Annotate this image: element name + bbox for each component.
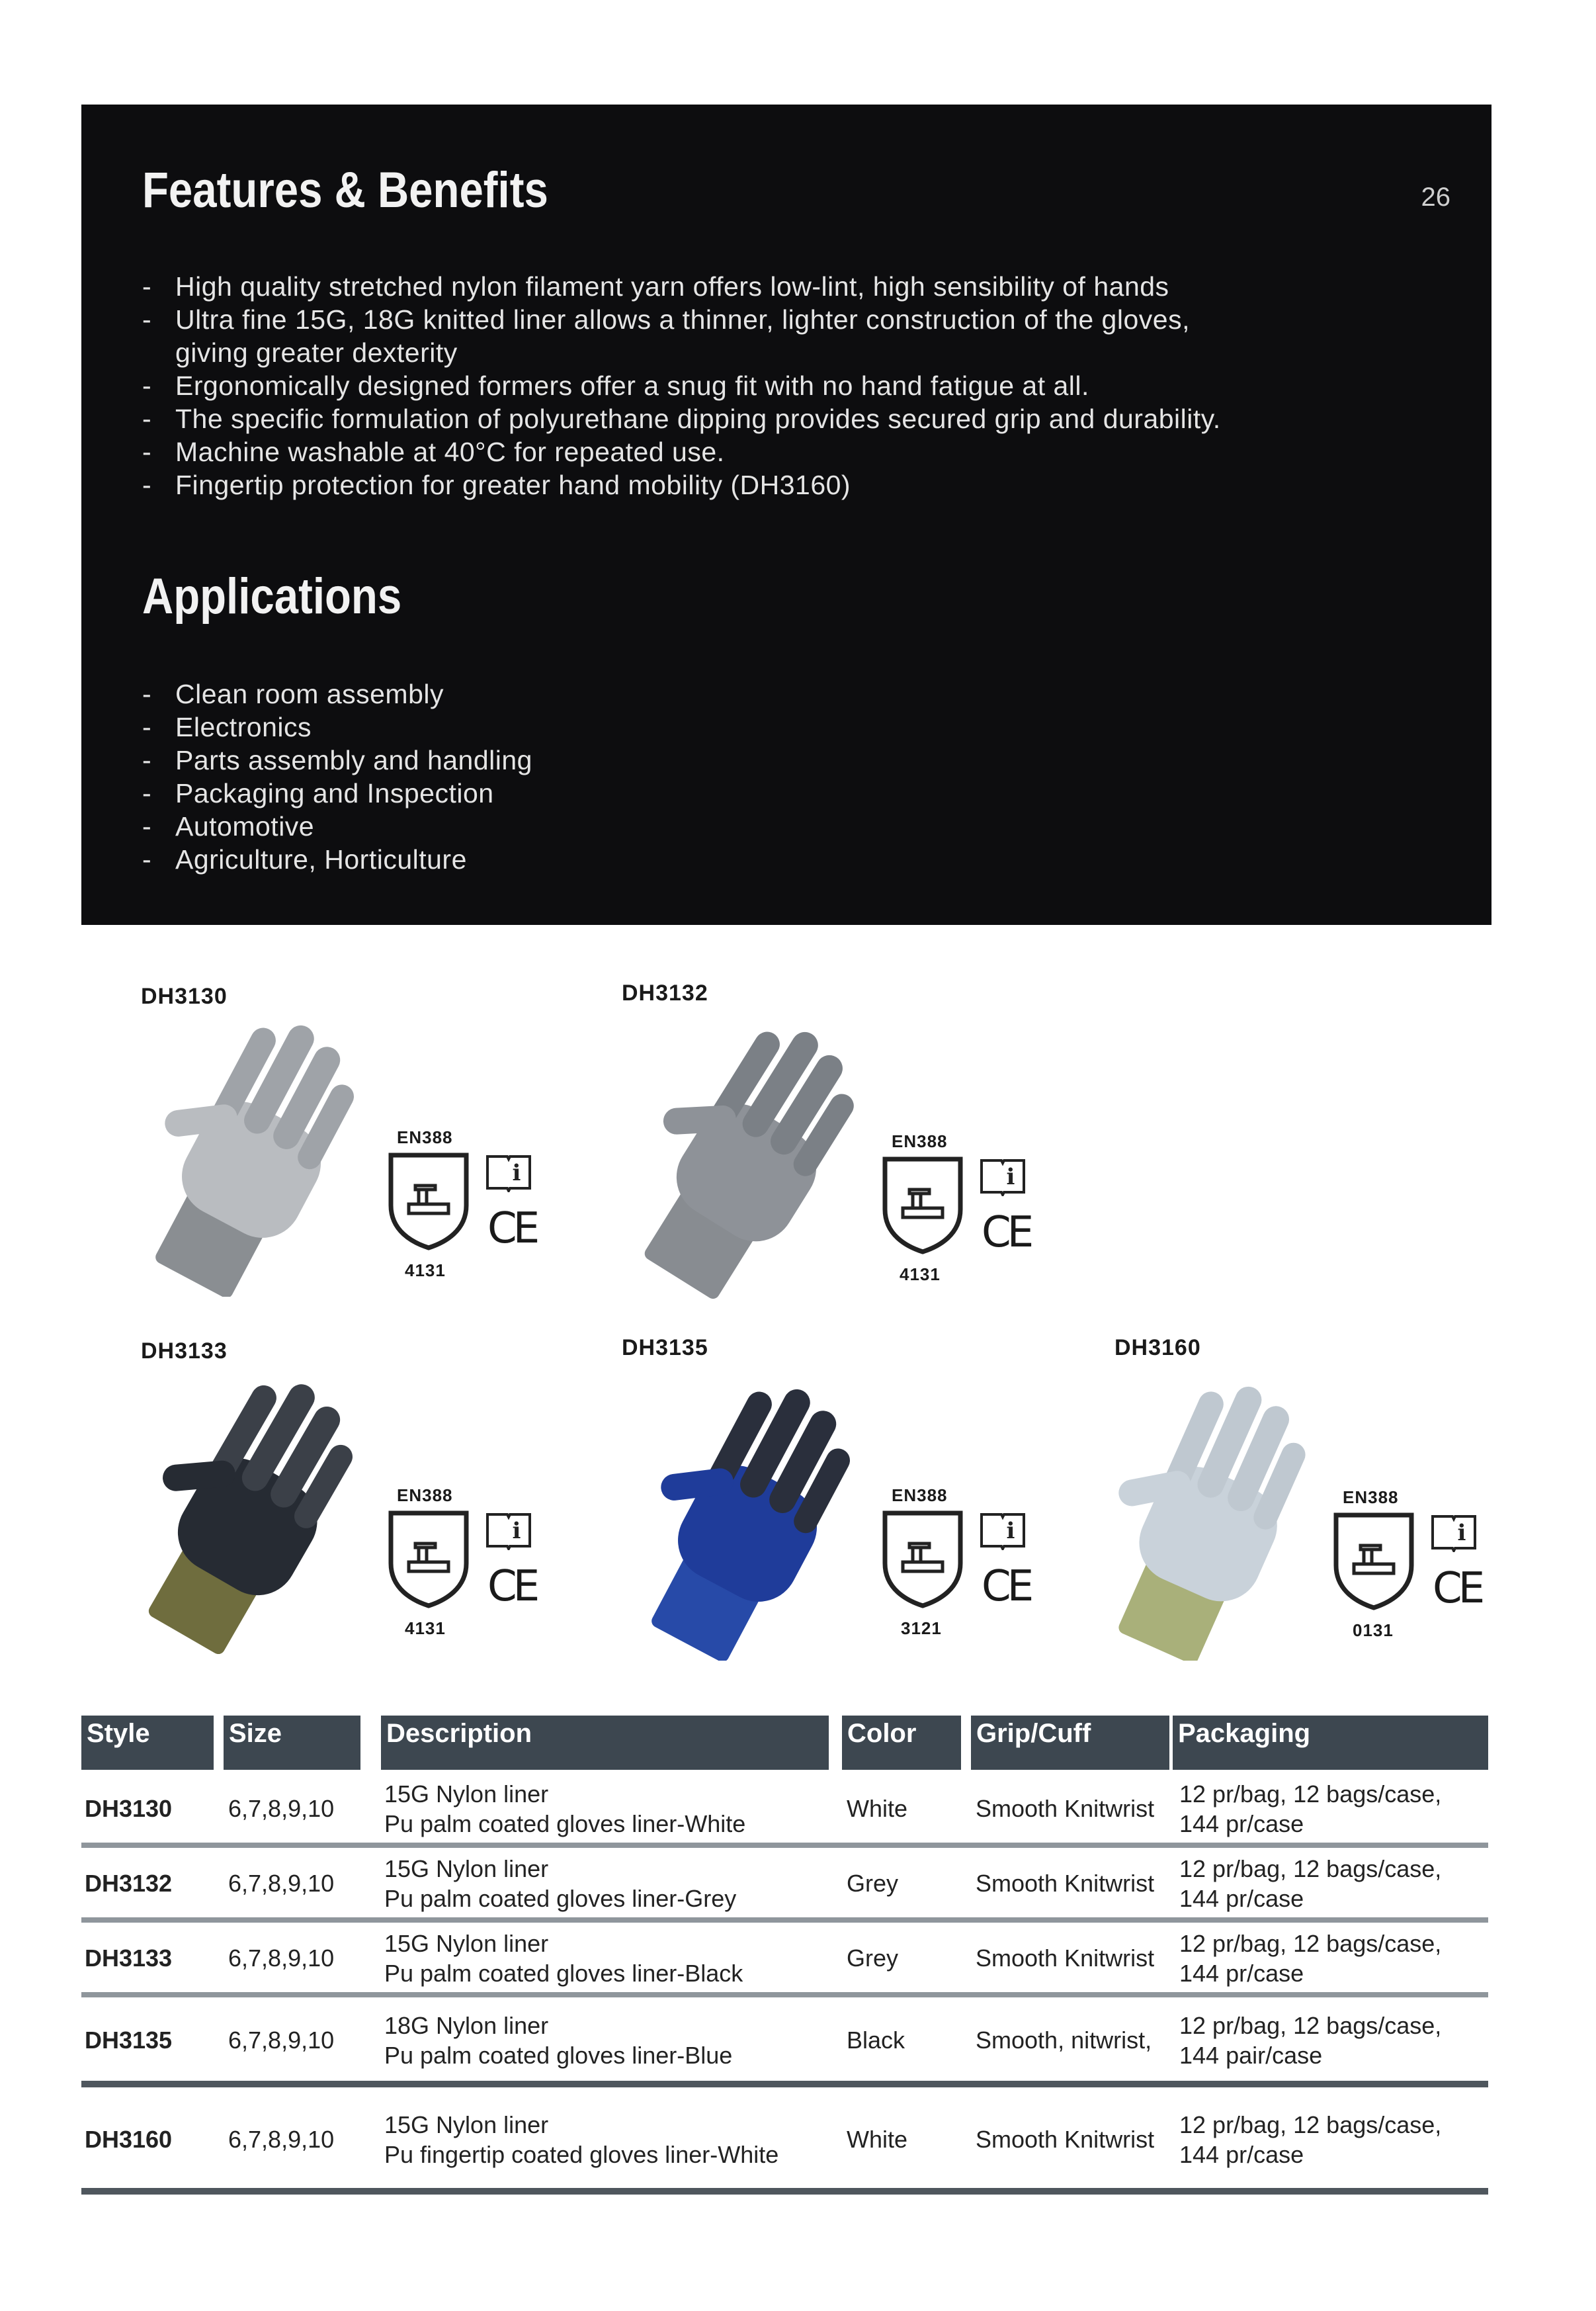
glove-image	[632, 1376, 876, 1661]
cert-rating: 0131	[1353, 1620, 1394, 1640]
cell-description-line2: Pu palm coated gloves liner-Black	[384, 1960, 743, 1987]
cert-rating: 4131	[405, 1618, 446, 1638]
cell-color: Grey	[847, 1870, 899, 1897]
cell-size: 6,7,8,9,10	[228, 1795, 335, 1822]
application-item: - Automotive	[142, 810, 532, 843]
cell-description-line2: Pu palm coated gloves liner-White	[384, 1810, 746, 1837]
application-item: - Electronics	[142, 711, 532, 744]
cell-packaging-line2: 144 pr/case	[1179, 1885, 1304, 1912]
cell-packaging-line1: 12 pr/bag, 12 bags/case,	[1179, 1855, 1442, 1882]
instruction-book-icon	[979, 1155, 1027, 1196]
feature-item: - The specific formulation of polyurethane dipping provides secured grip and durability.	[142, 402, 1221, 435]
cell-grip-cuff: Smooth Knitwrist	[976, 2126, 1155, 2153]
en388-shield-icon	[1331, 1511, 1417, 1610]
table-bottom-rule	[81, 2188, 1488, 2195]
cell-description-line1: 18G Nylon liner	[384, 2012, 549, 2039]
cell-style: DH3130	[85, 1795, 173, 1822]
cert-rating: 3121	[901, 1618, 942, 1638]
cell-grip-cuff: Smooth Knitwrist	[976, 1944, 1155, 1972]
page-number: 26	[1421, 183, 1450, 212]
applications-title: Applications	[142, 568, 402, 625]
instruction-book-icon	[485, 1509, 532, 1550]
feature-item-continuation	[142, 336, 1221, 369]
cell-size: 6,7,8,9,10	[228, 2126, 335, 2153]
feature-continuation-text: giving greater dexterity	[175, 337, 458, 368]
product-code: DH3133	[141, 1338, 228, 1364]
row-divider	[81, 1992, 1488, 1997]
ce-mark: CE	[487, 1204, 536, 1253]
cell-description-line2: Pu palm coated gloves liner-Blue	[384, 2042, 733, 2069]
cell-packaging-line1: 12 pr/bag, 12 bags/case,	[1179, 1780, 1442, 1808]
cell-packaging-line1: 12 pr/bag, 12 bags/case,	[1179, 2111, 1442, 2138]
feature-item: - Ultra fine 15G, 18G knitted liner allows a thinner, lighter construction of the gloves,	[142, 303, 1221, 336]
cert-rating: 4131	[405, 1260, 446, 1280]
application-item: - Clean room assembly	[142, 677, 532, 711]
cell-color: White	[847, 2126, 908, 2153]
glove-thumb	[663, 1105, 737, 1135]
cert-rating: 4131	[900, 1264, 941, 1284]
row-divider	[81, 1843, 1488, 1848]
ce-mark: CE	[982, 1208, 1030, 1257]
product-code: DH3132	[622, 981, 708, 1006]
svg-text:i: i	[512, 1160, 521, 1186]
svg-text:i: i	[1006, 1518, 1015, 1544]
cert-standard: EN388	[397, 1127, 453, 1147]
cell-style: DH3133	[85, 1944, 173, 1972]
glove-image	[132, 1370, 377, 1654]
en388-shield-icon	[386, 1509, 472, 1608]
cert-standard: EN388	[1343, 1487, 1399, 1507]
applications-list	[142, 677, 532, 876]
cell-style: DH3135	[85, 2027, 173, 2054]
column-header-color: Color	[842, 1716, 961, 1770]
cell-size: 6,7,8,9,10	[228, 1870, 335, 1897]
svg-text:i: i	[1457, 1520, 1466, 1546]
cell-description-line1: 15G Nylon liner	[384, 1855, 549, 1882]
ce-mark: CE	[1433, 1564, 1482, 1613]
instruction-book-icon	[485, 1151, 532, 1192]
cell-description-line1: 15G Nylon liner	[384, 1780, 549, 1808]
cell-style: DH3160	[85, 2126, 173, 2153]
feature-item: - Fingertip protection for greater hand mobility (DH3160)	[142, 468, 1221, 501]
cell-packaging-line2: 144 pr/case	[1179, 1960, 1304, 1987]
cell-packaging-line1: 12 pr/bag, 12 bags/case,	[1179, 2012, 1442, 2039]
ce-mark: CE	[982, 1562, 1030, 1611]
cell-grip-cuff: Smooth, nitwrist,	[976, 2027, 1152, 2054]
cert-standard: EN388	[397, 1485, 453, 1505]
cell-color: White	[847, 1795, 908, 1822]
features-title: Features & Benefits	[142, 162, 548, 218]
cell-packaging-line2: 144 pr/case	[1179, 2141, 1304, 2168]
glove-image	[136, 1012, 380, 1297]
cell-color: Black	[847, 2027, 905, 2054]
table-row	[81, 1850, 1488, 1916]
cell-description-line1: 15G Nylon liner	[384, 1930, 549, 1957]
column-header-packaging: Packaging	[1173, 1716, 1488, 1770]
cell-grip-cuff: Smooth Knitwrist	[976, 1795, 1155, 1822]
svg-text:i: i	[512, 1518, 521, 1544]
column-header-style: Style	[81, 1716, 214, 1770]
table-row	[81, 2005, 1488, 2078]
features-list	[142, 270, 1221, 501]
table-row	[81, 2105, 1488, 2177]
cell-description-line1: 15G Nylon liner	[384, 2111, 549, 2138]
application-item: - Packaging and Inspection	[142, 777, 532, 810]
column-header-description: Description	[381, 1716, 829, 1770]
row-divider	[81, 1917, 1488, 1923]
feature-item: - Machine washable at 40°C for repeated use.	[142, 435, 1221, 468]
svg-text:i: i	[1006, 1164, 1015, 1190]
cell-size: 6,7,8,9,10	[228, 1944, 335, 1972]
cell-color: Grey	[847, 1944, 899, 1972]
instruction-book-icon	[1430, 1511, 1478, 1552]
cell-packaging-line1: 12 pr/bag, 12 bags/case,	[1179, 1930, 1442, 1957]
cell-description-line2: Pu palm coated gloves liner-Grey	[384, 1885, 737, 1912]
glove-image	[632, 1016, 876, 1300]
cell-packaging-line2: 144 pair/case	[1179, 2042, 1323, 2069]
cert-standard: EN388	[892, 1485, 948, 1505]
features-panel	[81, 105, 1491, 925]
table-row	[81, 1775, 1488, 1841]
application-item: - Parts assembly and handling	[142, 744, 532, 777]
product-code: DH3130	[141, 984, 228, 1009]
row-divider	[81, 2081, 1488, 2087]
glove-image	[1091, 1376, 1336, 1661]
product-code: DH3160	[1114, 1335, 1201, 1360]
column-header-grip-cuff: Grip/Cuff	[971, 1716, 1169, 1770]
cell-size: 6,7,8,9,10	[228, 2027, 335, 2054]
feature-item: - High quality stretched nylon filament yarn offers low-lint, high sensibility of hands	[142, 270, 1221, 303]
en388-shield-icon	[386, 1151, 472, 1250]
cert-standard: EN388	[892, 1131, 948, 1151]
cell-packaging-line2: 144 pr/case	[1179, 1810, 1304, 1837]
column-header-size: Size	[224, 1716, 360, 1770]
cell-style: DH3132	[85, 1870, 173, 1897]
cell-grip-cuff: Smooth Knitwrist	[976, 1870, 1155, 1897]
en388-shield-icon	[880, 1155, 966, 1254]
en388-shield-icon	[880, 1509, 966, 1608]
table-row	[81, 1925, 1488, 1991]
feature-item: - Ergonomically designed formers offer a snug fit with no hand fatigue at all.	[142, 369, 1221, 402]
application-item: - Agriculture, Horticulture	[142, 843, 532, 876]
product-code: DH3135	[622, 1335, 708, 1360]
cell-description-line2: Pu fingertip coated gloves liner-White	[384, 2141, 779, 2168]
instruction-book-icon	[979, 1509, 1027, 1550]
ce-mark: CE	[487, 1562, 536, 1611]
